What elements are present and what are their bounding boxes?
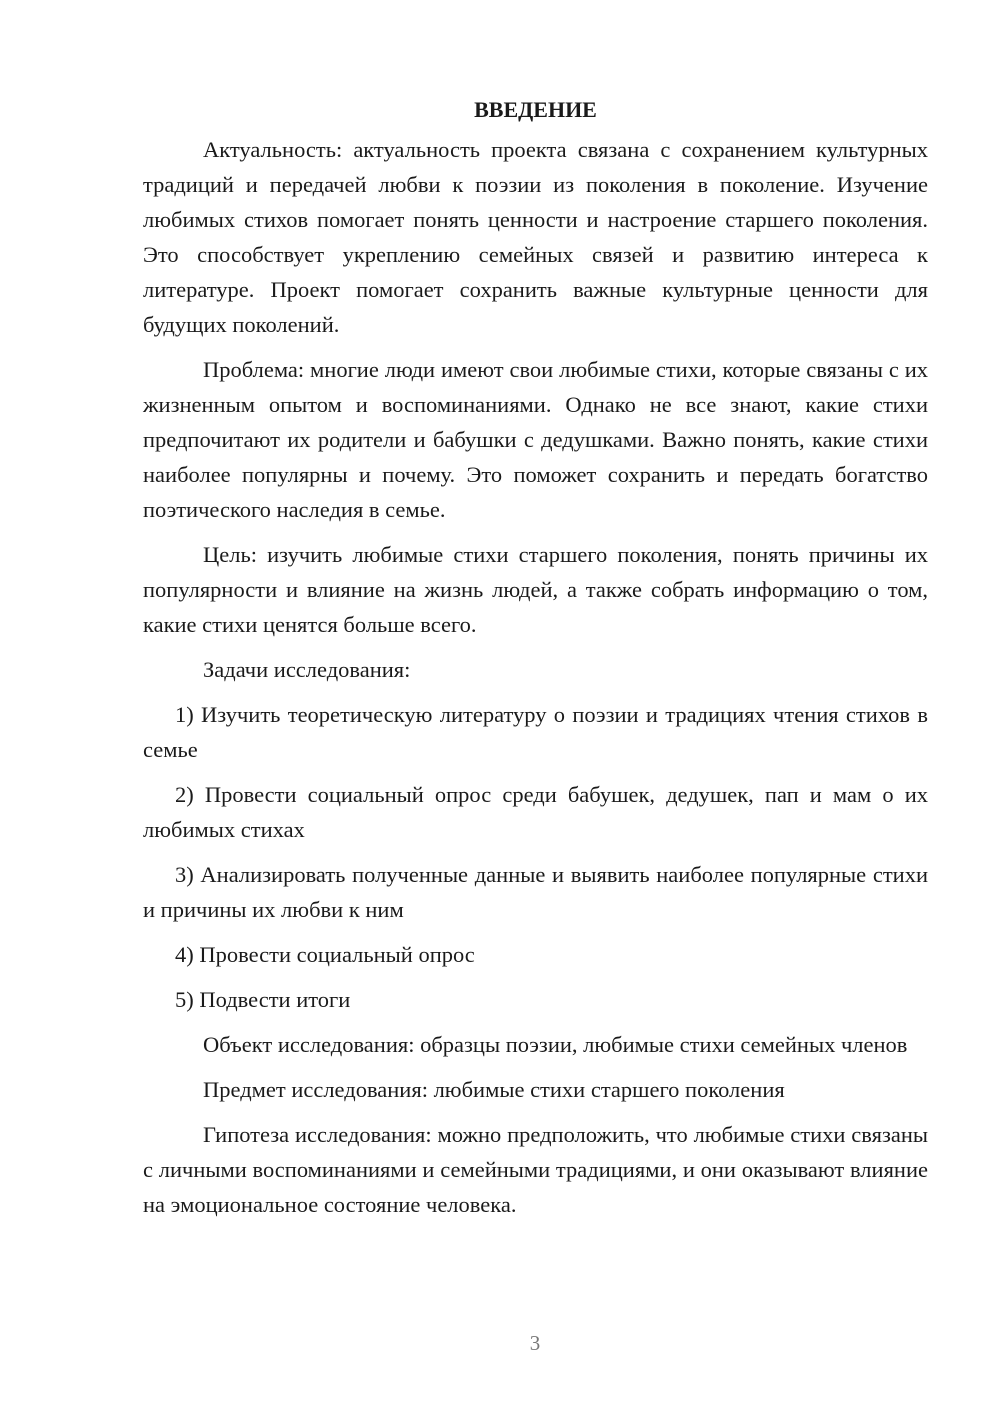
- section-title: ВВЕДЕНИЕ: [474, 97, 597, 122]
- object-paragraph: Объект исследования: образцы поэзии, любимые стихи семейных членов: [203, 1032, 908, 1057]
- tasks-heading: Задачи исследования:: [203, 657, 411, 682]
- task-item: 3) Анализировать полученные данные и выявить наиболее популярные стихи и причины их любви к ним: [143, 862, 928, 922]
- goal-paragraph: Цель: изучить любимые стихи старшего поколения, понять причины их популярности и влияние на жизнь людей, а также собрать информацию о том, какие стихи ценятся больше всего.: [143, 542, 928, 637]
- problem-paragraph: Проблема: многие люди имеют свои любимые стихи, которые связаны с их жизненным опытом и воспоминаниями. Однако не все знают, какие стихи предпочитают их родители и бабушки с дедушками. Важно понять, какие стихи наиболее популярны и почему. Это поможет сохранить и передать богатство поэтического наследия в семье.: [143, 357, 928, 522]
- task-item: 5) Подвести итоги: [175, 987, 351, 1012]
- task-item: 1) Изучить теоретическую литературу о поэзии и традициях чтения стихов в семье: [143, 702, 928, 762]
- task-item: 2) Провести социальный опрос среди бабушек, дедушек, пап и мам о их любимых стихах: [143, 782, 928, 842]
- task-item: 4) Провести социальный опрос: [175, 942, 475, 967]
- subject-paragraph: Предмет исследования: любимые стихи старшего поколения: [203, 1077, 785, 1102]
- hypothesis-paragraph: Гипотеза исследования: можно предположить, что любимые стихи связаны с личными воспоминаниями и семейными традициями, и они оказывают влияние на эмоциональное состояние человека.: [143, 1122, 928, 1217]
- page-number: 3: [529, 1331, 541, 1355]
- relevance-paragraph: Актуальность: актуальность проекта связана с сохранением культурных традиций и передачей любви к поэзии из поколения в поколение. Изучение любимых стихов помогает понять ценности и настроение старшего поколения. Это способствует укреплению семейных связей и развитию интереса к литературе. Проект помогает сохранить важные культурные ценности для будущих поколений.: [143, 137, 928, 337]
- document-body: [143, 92, 928, 1232]
